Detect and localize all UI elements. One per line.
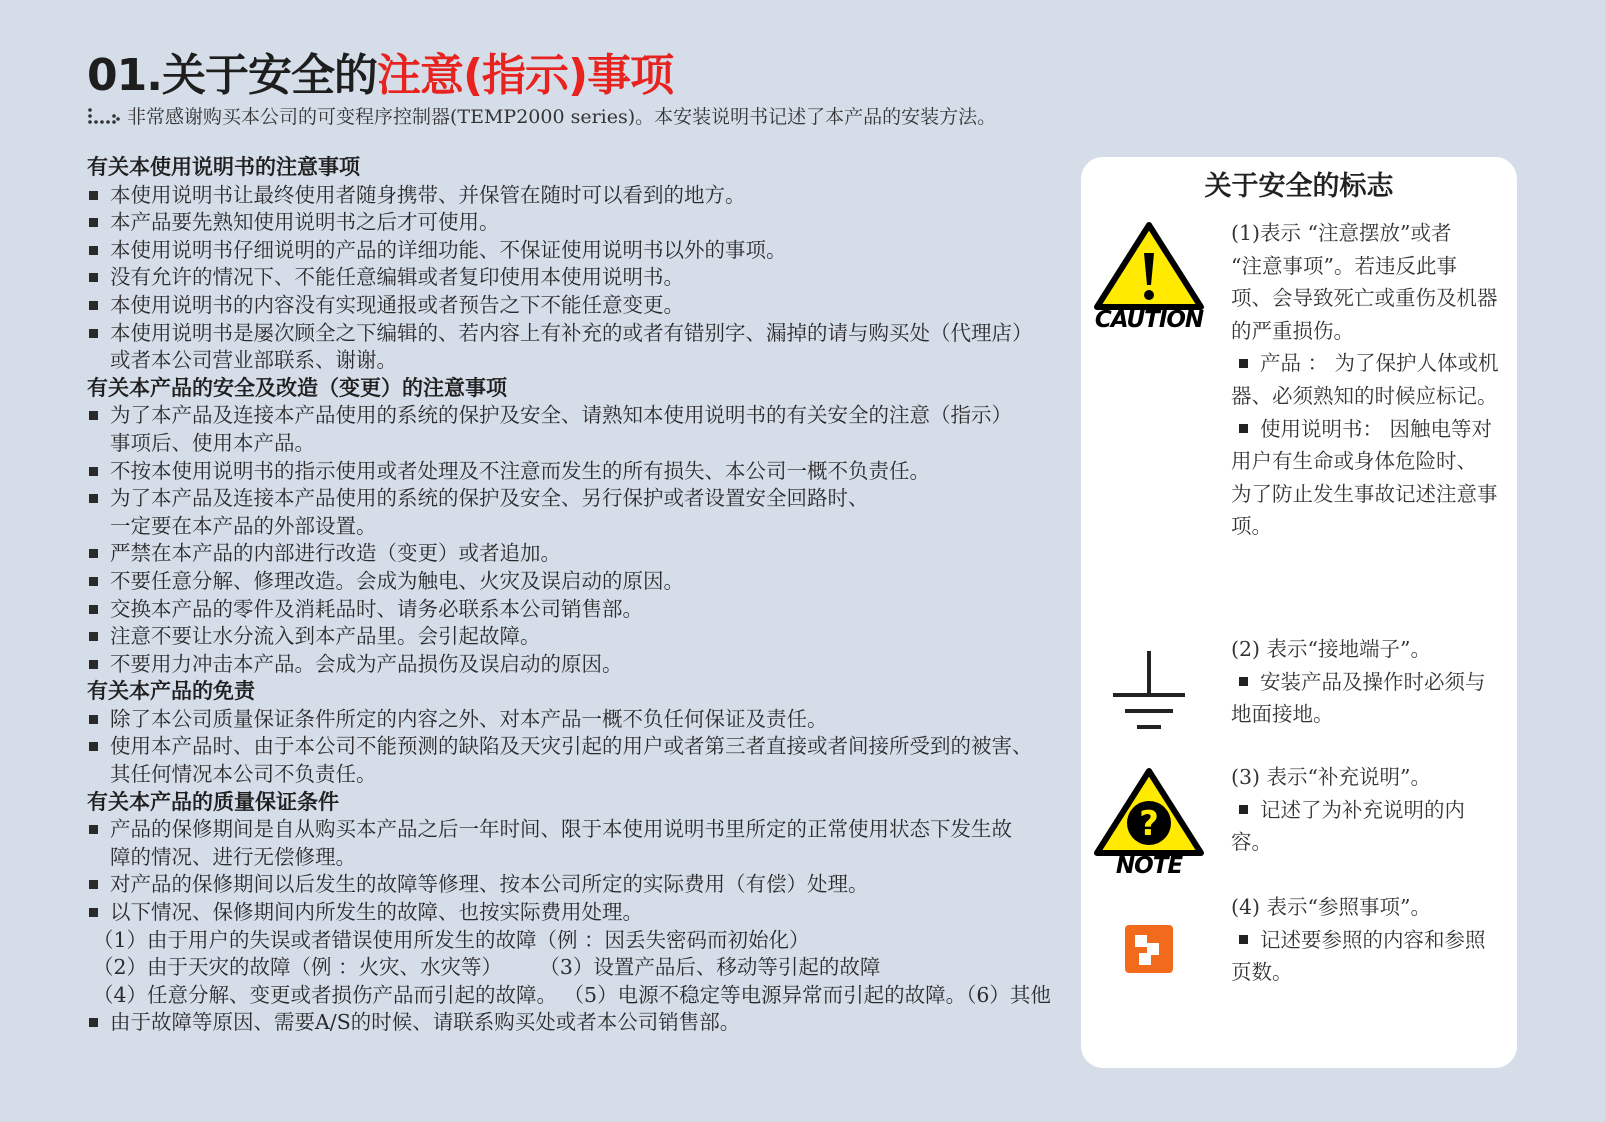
ground-description: (2) 表示“接地端子”。 安装产品及操作时必须与 地面接地。 [1231,637,1486,727]
ground-icon [1109,649,1189,735]
square-bullet-icon [89,715,98,724]
section-safety-modification [87,375,1077,679]
list-item: 由于故障等原因、需要A/S的时候、请联系购买处或者本公司销售部。 [87,1009,1077,1037]
square-bullet-icon [89,908,98,917]
square-bullet-icon [89,467,98,476]
square-bullet-icon [89,549,98,558]
note-question-icon [1089,765,1209,859]
caution-label: CAUTION [1094,307,1204,333]
list-item: 本使用说明书让最终使用者随身携带、并保管在随时可以看到的地方。 [87,182,1077,210]
list-item: 不要用力冲击本产品。会成为产品损伤及误启动的原因。 [87,651,1077,679]
square-bullet-icon [1239,359,1248,368]
square-bullet-icon [89,246,98,255]
square-bullet-icon [89,880,98,889]
list-item: 不按本使用说明书的指示使用或者处理及不注意而发生的所有损失、本公司一概不负责任。 [87,458,1077,486]
section-disclaimer [87,678,1077,788]
square-bullet-icon [89,577,98,586]
section-warranty [87,789,1077,1037]
warranty-case-line: （4）任意分解、变更或者损伤产品而引起的故障。 （5）电源不稳定等电源异常而引起的故障。（6）其他 [93,982,1051,1007]
list-item: 注意不要让水分流入到本产品里。会引起故障。 [87,623,1077,651]
section-heading: 有关本使用说明书的注意事项 [87,155,360,179]
note-description: (3) 表示“补充说明”。 记述了为补充说明的内 容。 [1231,765,1465,855]
title-highlight: 注意(指示)事项 [376,50,674,101]
square-bullet-icon [89,218,98,227]
list-item: 本产品要先熟知使用说明书之后才可使用。 [87,209,1077,237]
square-bullet-icon [89,494,98,503]
caution-triangle-icon [1089,219,1209,313]
square-bullet-icon [1239,677,1248,686]
list-item: 本使用说明书的内容没有实现通报或者预告之下不能任意变更。 [87,292,1077,320]
square-bullet-icon [89,605,98,614]
warranty-case-line: （1）由于用户的失误或者错误使用所发生的故障（例 ：因丢失密码而初始化） [93,927,810,952]
list-item: 产品的保修期间是自从购买本产品之后一年时间、限于本使用说明书里所定的正常使用状态下发生故 障的情况、进行无偿修理。 [87,816,1077,871]
list-item: 严禁在本产品的内部进行改造（变更）或者追加。 [87,540,1077,568]
section-heading: 有关本产品的质量保证条件 [87,789,339,814]
square-bullet-icon [89,273,98,282]
caution-symbol [1089,219,1209,339]
page-title [87,48,673,104]
list-item: 为了本产品及连接本产品使用的系统的保护及安全、请熟知本使用说明书的有关安全的注意（指示） 事项后、使用本产品。 [87,402,1077,457]
warranty-case-line: （2）由于天灾的故障（例 ：火灾、水灾等） （3）设置产品后、移动等引起的故障 [93,955,881,980]
list-item: 本使用说明书仔细说明的产品的详细功能、不保证使用说明书以外的事项。 [87,237,1077,265]
title-prefix: 01.关于安全的 [87,50,377,101]
list-item: 本使用说明书是屡次顾全之下编辑的、若内容上有补充的或者有错别字、漏掉的请与购买处（代理店） 或者本公司营业部联系、谢谢。 [87,320,1077,375]
list-item: 以下情况、保修期间内所发生的故障、也按实际费用处理。 [87,899,1077,927]
list-item: 除了本公司质量保证条件所定的内容之外、对本产品一概不负任何保证及责任。 [87,706,1077,734]
ground-terminal-symbol [1109,649,1189,735]
square-bullet-icon [89,1018,98,1027]
intro-line [87,104,996,130]
list-item: 不要任意分解、修理改造。会成为触电、火灾及误启动的原因。 [87,568,1077,596]
dotted-arrow-icon [87,106,121,126]
svg-text:?: ? [1139,804,1159,844]
reference-description: (4) 表示“参照事项”。 记述要参照的内容和参照 页数。 [1231,895,1486,985]
square-bullet-icon [89,411,98,420]
note-label: NOTE [1115,853,1183,879]
list-item: 交换本产品的零件及消耗品时、请务必联系本公司销售部。 [87,596,1077,624]
intro-text: 非常感谢购买本公司的可变程序控制器(TEMP2000 series)。本安装说明书记述了本产品的安装方法。 [127,106,997,128]
square-bullet-icon [89,191,98,200]
square-bullet-icon [89,825,98,834]
square-bullet-icon [89,632,98,641]
reference-icon [1125,925,1173,973]
list-item: 对产品的保修期间以后发生的故障等修理、按本公司所定的实际费用（有偿）处理。 [87,871,1077,899]
list-item: 为了本产品及连接本产品使用的系统的保护及安全、另行保护或者设置安全回路时、 一定要在本产品的外部设置。 [87,485,1077,540]
square-bullet-icon [1239,935,1248,944]
safety-symbols-panel [1081,157,1517,1068]
section-manual [87,154,1077,375]
square-bullet-icon [89,660,98,669]
note-symbol [1089,765,1209,885]
list-item: 使用本产品时、由于本公司不能预测的缺陷及天灾引起的用户或者第三者直接或者间接所受到的被害、 其任何情况本公司不负责任。 [87,733,1077,788]
square-bullet-icon [89,301,98,310]
notice-content [87,154,1077,1037]
square-bullet-icon [1239,424,1248,433]
section-heading: 有关本产品的安全及改造（变更）的注意事项 [87,375,507,400]
list-item: 没有允许的情况下、不能任意编辑或者复印使用本使用说明书。 [87,264,1077,292]
caution-description: (1)表示 “注意摆放”或者 “注意事项”。若违反此事 项、会导致死亡或重伤及机器 的严重损伤。 产品 ： 为了保护人体或机 器、必须熟知的时候应标记。 使用说明书： 因触电等对 用户有生命或身体危险时、 为了防止发生事故记述注意事 项。 [1231,221,1499,539]
square-bullet-icon [89,742,98,751]
square-bullet-icon [1239,805,1248,814]
square-bullet-icon [89,329,98,338]
section-heading: 有关本产品的免责 [87,679,255,704]
reference-symbol [1125,925,1173,973]
panel-title: 关于安全的标志 [1204,171,1394,202]
